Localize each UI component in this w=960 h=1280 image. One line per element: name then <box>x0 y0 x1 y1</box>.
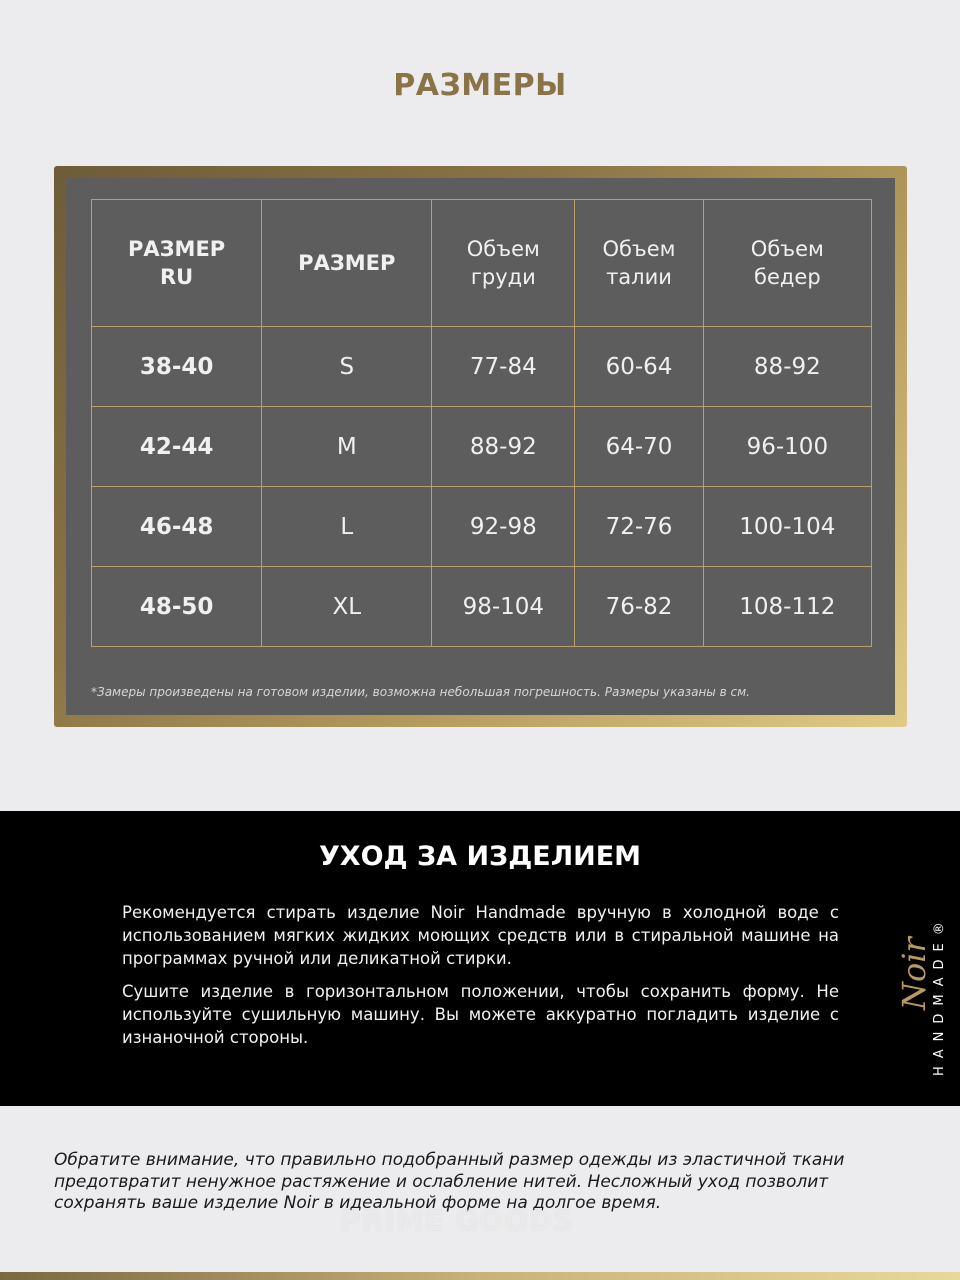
table-cell: 42-44 <box>92 407 262 487</box>
size-table-frame <box>54 166 907 727</box>
table-cell: 48-50 <box>92 567 262 647</box>
table-cell: L <box>262 487 432 567</box>
care-paragraph-dry: Сушите изделие в горизонтальном положении, чтобы сохранить форму. Не используйте сушильную машину. Вы можете аккуратно погладить изделие с изнаночной стороны. <box>122 982 839 1047</box>
header-text: бедер <box>754 265 821 289</box>
watermark: PRIME GOODS <box>340 1204 575 1237</box>
table-cell: XL <box>262 567 432 647</box>
table-cell: 77-84 <box>432 327 575 407</box>
header-size-ru <box>92 200 262 327</box>
table-cell: M <box>262 407 432 487</box>
header-text: Объем <box>466 237 540 261</box>
table-cell: 60-64 <box>575 327 703 407</box>
table-cell: S <box>262 327 432 407</box>
table-row <box>92 407 872 487</box>
measurement-note: *Замеры произведены на готовом изделии, возможна небольшая погрешность. Размеры указаны в см. <box>91 685 750 699</box>
header-text: Объем <box>602 237 676 261</box>
page-title: РАЗМЕРЫ <box>393 68 567 103</box>
table-row <box>92 487 872 567</box>
table-cell: 92-98 <box>432 487 575 567</box>
table-row <box>92 567 872 647</box>
table-cell: 108-112 <box>703 567 871 647</box>
bottom-gold-bar <box>0 1272 960 1280</box>
table-cell: 88-92 <box>703 327 871 407</box>
table-cell: 72-76 <box>575 487 703 567</box>
header-text: Объем <box>750 237 824 261</box>
care-section <box>0 811 960 1106</box>
header-waist <box>575 200 703 327</box>
header-text: РАЗМЕР <box>127 237 226 261</box>
table-cell: 88-92 <box>432 407 575 487</box>
size-table <box>91 199 872 647</box>
table-cell: 64-70 <box>575 407 703 487</box>
table-cell: 76-82 <box>575 567 703 647</box>
care-title: УХОД ЗА ИЗДЕЛИЕМ <box>318 841 642 872</box>
table-cell: 96-100 <box>703 407 871 487</box>
brand-script: Noir <box>895 937 933 1010</box>
table-cell: 38-40 <box>92 327 262 407</box>
header-text: RU <box>159 265 194 289</box>
care-paragraph-wash: Рекомендуется стирать изделие Noir Handmade вручную в холодной воде с использованием мягких жидких моющих средств или в стиральной машине на программах ручной или деликатной стирки. <box>122 903 839 968</box>
header-hips <box>703 200 871 327</box>
table-cell: 100-104 <box>703 487 871 567</box>
header-text: талии <box>606 265 672 289</box>
header-chest <box>432 200 575 327</box>
brand-vertical-label: HANDMADE® <box>932 914 947 1076</box>
header-text: РАЗМЕР <box>298 251 396 275</box>
warning-text: Обратите внимание, что правильно подобранный размер одежды из эластичной ткани предотвратит ненужное растяжение и ослабление нитей. Несложный уход позволит сохранять ваше изделие Noir в идеальной форме на долгое время. <box>54 1150 845 1213</box>
header-text: груди <box>470 265 536 289</box>
table-row <box>92 327 872 407</box>
table-cell: 46-48 <box>92 487 262 567</box>
header-size <box>262 200 432 327</box>
table-header-row <box>92 200 872 327</box>
size-table-panel <box>66 178 895 715</box>
table-cell: 98-104 <box>432 567 575 647</box>
brand-logo <box>880 851 950 1076</box>
